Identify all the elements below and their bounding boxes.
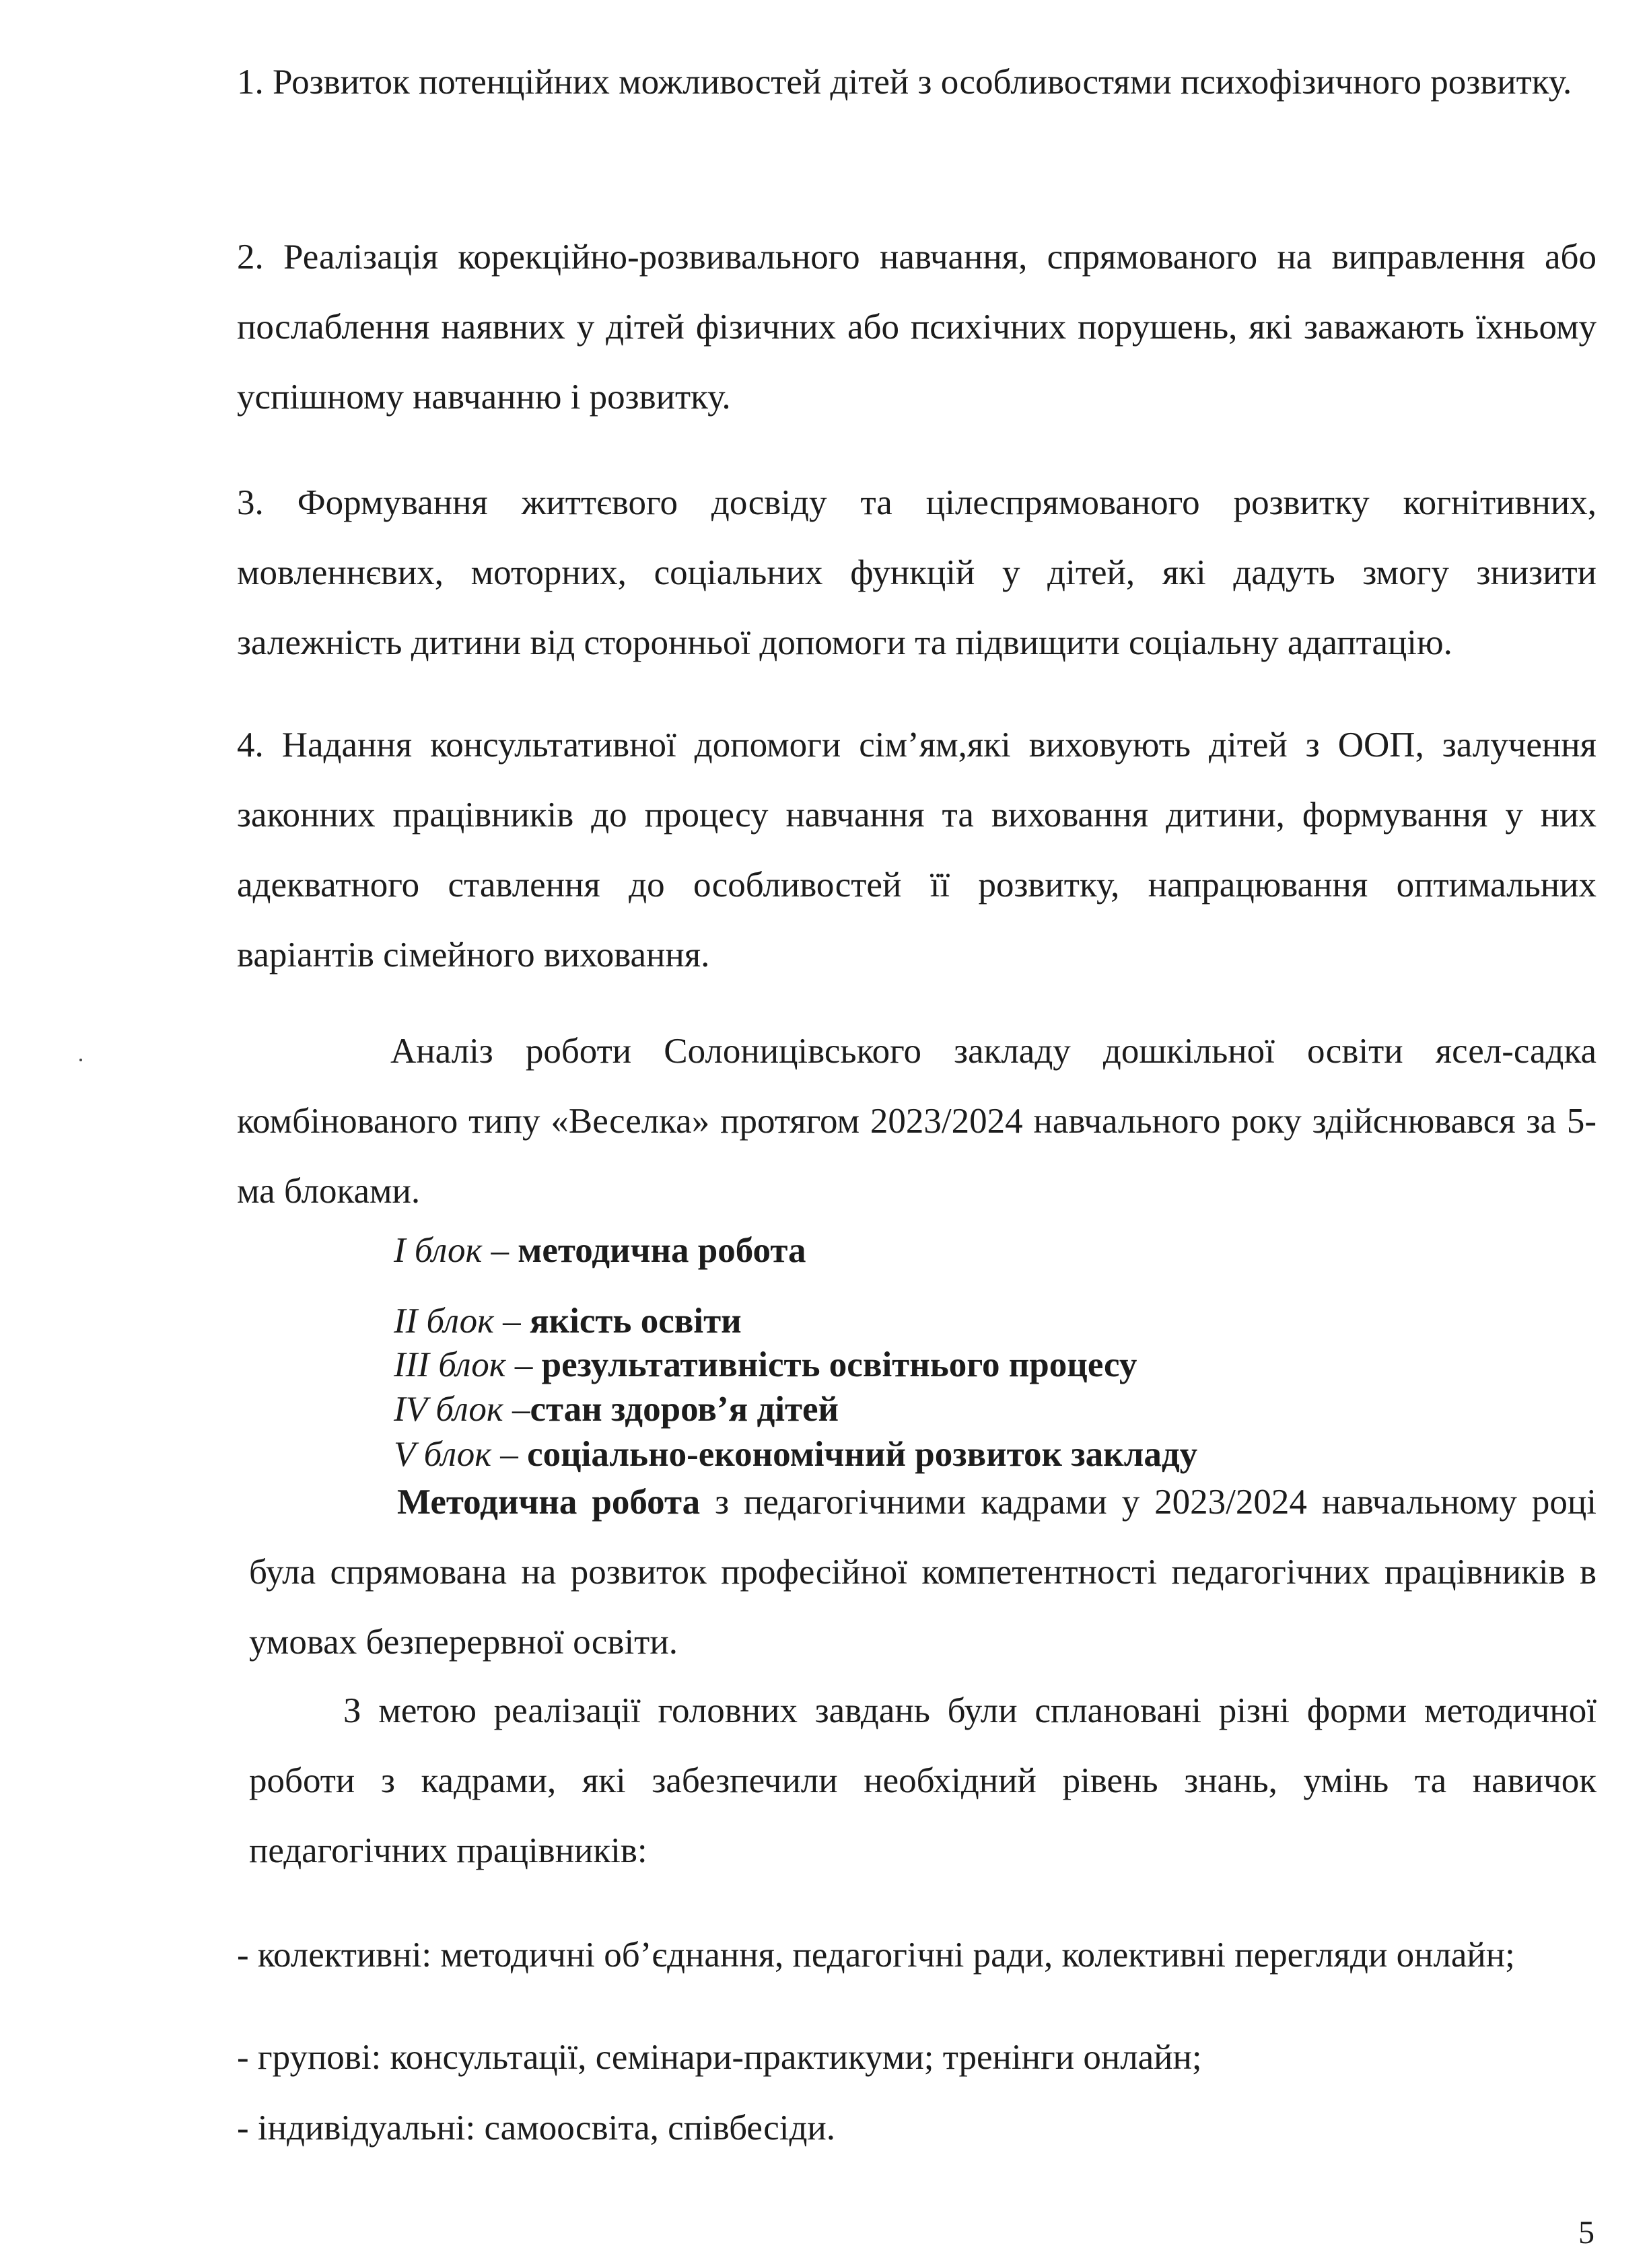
block-4-label: ІV блок –	[394, 1390, 530, 1429]
page-number: 5	[1578, 2215, 1594, 2251]
block-2-title: якість освіти	[529, 1302, 742, 1341]
block-1-title: методична робота	[518, 1231, 806, 1270]
block-4-title: стан здоров’я дітей	[530, 1390, 839, 1429]
block-3-label: ІІІ блок –	[394, 1345, 533, 1384]
block-2	[394, 1299, 742, 1343]
forms-item-collective: - колективні: методичні об’єднання, педагогічні ради, колективні перегляди онлайн;	[237, 1936, 1515, 1975]
scan-speck	[79, 1059, 82, 1061]
block-1	[394, 1228, 806, 1273]
paragraph-4: 4. Надання консультативної допомоги сім’ям,які виховують дітей з ООП, залучення законних працівників до процесу навчання та виховання дитини, формування у них адекватного ставлення до особливостей її розвитку, напрацювання оптимальних варіантів сімейного виховання.	[237, 725, 1597, 974]
block-3	[394, 1343, 1137, 1387]
methodical-rest: з педагогічними кадрами у 2023/2024 навчальному році була спрямована на розвиток професійної компетентності педагогічних працівників в умовах безперервної освіти.	[249, 1483, 1597, 1662]
block-5-label: V блок –	[394, 1435, 518, 1474]
paragraph-3: 3. Формування життєвого досвіду та цілеспрямованого розвитку когнітивних, мовленнєвих, моторних, соціальних функцій у дітей, які дадуть змогу знизити залежність дитини від сторонньої допомоги та підвищити соціальну адаптацію.	[237, 483, 1597, 662]
paragraph-2: 2. Реалізація корекційно-розвивального навчання, спрямованого на виправлення або послаблення наявних у дітей фізичних або психічних порушень, які заважають їхньому успішному навчанню і розвитку.	[237, 238, 1597, 417]
methodical-bold: Методична робота	[397, 1483, 701, 1522]
block-1-label: І блок –	[394, 1231, 510, 1270]
block-5-title: соціально-економічний розвиток закладу	[527, 1435, 1198, 1474]
methodical-paragraph	[249, 1467, 1597, 1677]
goal-paragraph: З метою реалізації головних завдань були сплановані різні форми методичної роботи з кадрами, які забезпечили необхідний рівень знань, умінь та навичок педагогічних працівників:	[249, 1691, 1597, 1870]
block-2-label: ІІ блок –	[394, 1302, 521, 1341]
block-4	[394, 1387, 839, 1431]
analysis-paragraph: Аналіз роботи Солоницівського закладу дошкільної освіти ясел-садка комбінованого типу «Веселка» протягом 2023/2024 навчального року здійснювався за 5-ма блоками.	[237, 1032, 1597, 1211]
block-3-title: результативність освітнього процесу	[541, 1345, 1137, 1384]
paragraph-1: 1. Розвиток потенційних можливостей дітей з особливостями психофізичного розвитку.	[237, 63, 1572, 102]
forms-item-group: - групові: консультації, семінари-практикуми; тренінги онлайн;	[237, 2038, 1202, 2077]
forms-item-individual: - індивідуальні: самоосвіта, співбесіди.	[237, 2108, 836, 2148]
